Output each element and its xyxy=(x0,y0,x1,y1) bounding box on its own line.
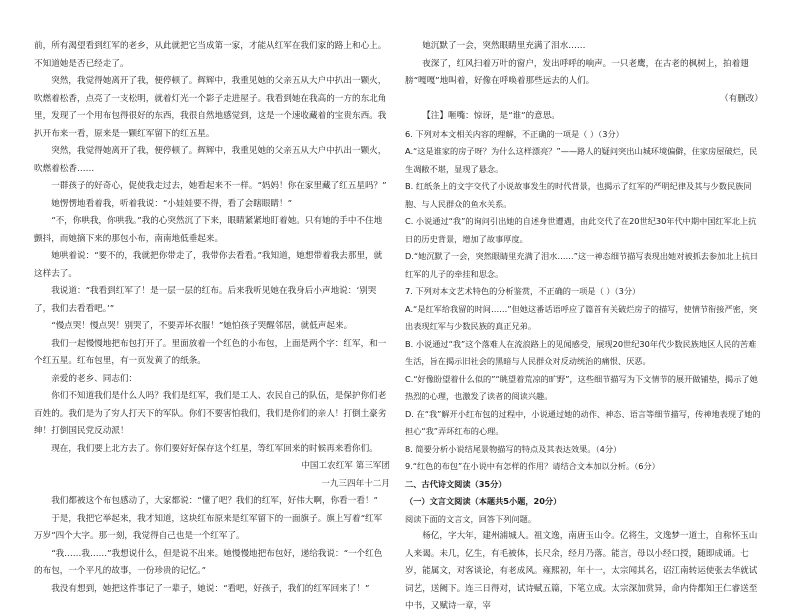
right-paragraph: （一）文言文阅读（本题共5小题，20分） xyxy=(405,496,562,506)
left-paragraph: 一群孩子的好奇心，促使我走过去，她看起来不一样。“妈妈！你在家里藏了红五星吗？” xyxy=(51,181,387,191)
right-paragraph: A.“这是谁家的房子呀？为什么这样漂亮？”——路人的疑问突出山城环境偏僻，住家房屋破烂，民生凋敝不堪，显现了悬念。 xyxy=(405,146,758,174)
right-paragraph: D. 在“我”解开小红布包的过程中，小说通过她的动作、神态、语言等细节描写，传神地表现了她的担心“我”弄坏红布的心理。 xyxy=(405,408,761,436)
right-paragraph: D.“她沉默了一会，突然眼睛里充满了泪水……”这一神态细节描写表现出她对被抓去参加北上抗日红军的儿子的牵挂和思念。 xyxy=(405,251,759,279)
right-paragraph: 杨亿，字大年，建州浦城人。祖文逸，南唐玉山令。亿将生，文逸梦一道士，自称怀玉山人来谒。未几，亿生，有毛被体，长尺余，经月乃落。能言，母以小经口授，随即成诵。七岁，能属文，对客谈论，有老成风。雍熙初，年十一，太宗闻其名，诏江南转运使张去华就试词艺，送阙下。连三日得对，试诗赋五篇，下笔立成。太宗深加赏异，命内侍都知王仁睿送至中书，又赋诗一章，宰 xyxy=(405,531,758,611)
right-paragraph: C.“好像盼望着什么似的”“眺望着荒凉的旷野”，这些细节描写为下文情节的展开做铺垫，揭示了她热烈的心理，也激发了读者的阅读兴趣。 xyxy=(405,373,758,401)
right-paragraph: 7. 下列对本文艺术特色的分析鉴赏，不正确的一项是（ ）（3分） xyxy=(405,286,641,296)
left-paragraph: 我们一起慢慢地把布包打开了。里面放着一个红色的小布包，上面是两个字：红军，和一个红五星。红布包里，有一页发黄了的纸条。 xyxy=(34,338,387,366)
left-paragraph: 前，所有渴望看到红军的老乡，从此就把它当成第一家，才能从红军在我们家的路上和心上。 xyxy=(34,41,387,51)
left-paragraph: 我说道：“我看到红军了！是一层一层的红布。后来我听见她在我身后小声地说：‘别哭了，我们去看看吧。’” xyxy=(34,286,377,314)
left-paragraph: 突然，我觉得她离开了我，便停顿了。辉辉中，我重见她的父亲五从大户中扒出一颗火，吹燃着松香…… xyxy=(34,146,387,174)
right-paragraph: 【注】咂嘴：惊讶，是“谁”的意思。 xyxy=(422,111,560,121)
left-paragraph: 一九三四年十二月 xyxy=(321,478,390,489)
right-paragraph: B. 红纸条上的文字交代了小说故事发生的时代背景，也揭示了红军的严明纪律及其与少数民族同胞、与人民群众的鱼水关系。 xyxy=(405,181,752,209)
right-paragraph: 9.“红色的布包”在小说中有怎样的作用？请结合文本加以分析。（6分） xyxy=(405,461,660,471)
left-paragraph: 于是，我把它举起来，我才知道，这块红布原来是红军留下的一面旗子。旗上写着“红军万岁”四个大字。那一刻，我觉得自己也是一个红军了。 xyxy=(34,513,383,541)
left-paragraph: 中国工农红军 第三军团 xyxy=(301,461,390,471)
right-paragraph: 6. 下列对本文相关内容的理解，不正确的一项是（ ）（3分） xyxy=(405,128,624,139)
left-paragraph: 我们都被这个布包感动了，大家都说：“懂了吧？我们的红军，好伟大啊，你看一看！” xyxy=(51,496,378,506)
right-paragraph: B. 小说通过“我”这个落难人在流浪路上的见闻感受，展现20世纪30年代少数民族地区人民的苦难生活，旨在揭示旧社会的黑暗与人民群众对反动统治的痛恨、厌恶。 xyxy=(405,338,757,366)
left-column xyxy=(34,38,390,594)
left-paragraph: 现在，我们要上北方去了。你们要好好保存这个红星，等红军回来的时候再来看你们。 xyxy=(51,443,378,454)
right-paragraph: 8. 简要分析小说结尾景物描写的特点及其表达效果。（4分） xyxy=(405,443,622,454)
left-paragraph: “不，你哄我，你哄我。”我的心突然沉了下来，眼睛紧紧地盯着她。只有她的手中不住地颤抖，而她摘下来的那包小布，南南地低垂起来。 xyxy=(34,216,383,244)
left-paragraph: 你们不知道我们是什么人吗？我们是红军，我们是工人、农民自己的队伍，是保护你们老百姓的。我们是为了穷人打天下的军队。你们不要害怕我们，我们是你们的亲人！打倒土豪劣绅！打倒国民党反动派！ xyxy=(34,391,387,436)
right-paragraph: 阅读下面的文言文，回答下列问题。 xyxy=(405,513,537,524)
right-paragraph: 二、古代诗文阅读（35分） xyxy=(405,478,507,489)
right-paragraph: （有删改） xyxy=(720,93,763,104)
left-paragraph: 亲爱的老乡、同志们： xyxy=(51,373,138,384)
right-paragraph: 夜深了，红风扫着万叶的窗户，发出呼呼的响声。一只老鹰，在古老的枫树上，拍着翅膀“嘎嘎”地叫着，好像在呼唤着那些远去的人们。 xyxy=(405,58,749,86)
right-paragraph: A.“是红军给我留的时间……”但她这番话语呼应了篇首有关破烂房子的描写，使情节衔接严密，突出表现红军与少数民族的真正兄弟。 xyxy=(405,303,758,331)
right-column xyxy=(405,38,763,611)
left-paragraph: 她哄着说：“要不的，我就把你带走了，我带你去看看。”我知道，她想带着我去那里，就这样去了。 xyxy=(34,251,383,279)
left-paragraph: 突然，我觉得她离开了我，便停顿了。辉辉中，我重见她的父亲五从大户中扒出一颗火，吹燃着松香，点亮了一支松明，就着灯光一个影子走进屋子。我看到她在我高的一方的东北角里，发现了一个用布包得很好的东西，我很自然地感觉到，这是一个速收藏着的宝贵东西。我扒开布来一看，原来是一颗红军留下的红五星。 xyxy=(34,76,387,139)
left-paragraph: “我……我……”我想说什么，但是说不出来。她慢慢地把布包好，递给我说：“一个红色的布包，一个平凡的故事，一份珍贵的记忆。” xyxy=(34,548,383,576)
left-paragraph: “慢点哭！慢点哭！别哭了，不要弄坏衣服！”她怕孩子哭醒邻居，就低声起来。 xyxy=(51,321,353,331)
right-paragraph: 她沉默了一会，突然眼睛里充满了泪水…… xyxy=(422,41,586,51)
left-paragraph: 不知道她是否已经走了。 xyxy=(34,58,129,69)
left-paragraph: 我没有想到，她把这件事记了一辈子，她说：“看吧，好孩子，我们的红军回来了！” xyxy=(51,583,370,594)
right-paragraph: C. 小说通过“我”的询问引出她的自述身世遭遇，由此交代了在20世纪30年代中期中国红军北上抗日的历史背景，增加了故事厚度。 xyxy=(405,216,757,244)
left-paragraph: 她愣愣地看着我，听着我说：“小娃娃要不得，看了会瞎眼睛！” xyxy=(51,198,293,209)
